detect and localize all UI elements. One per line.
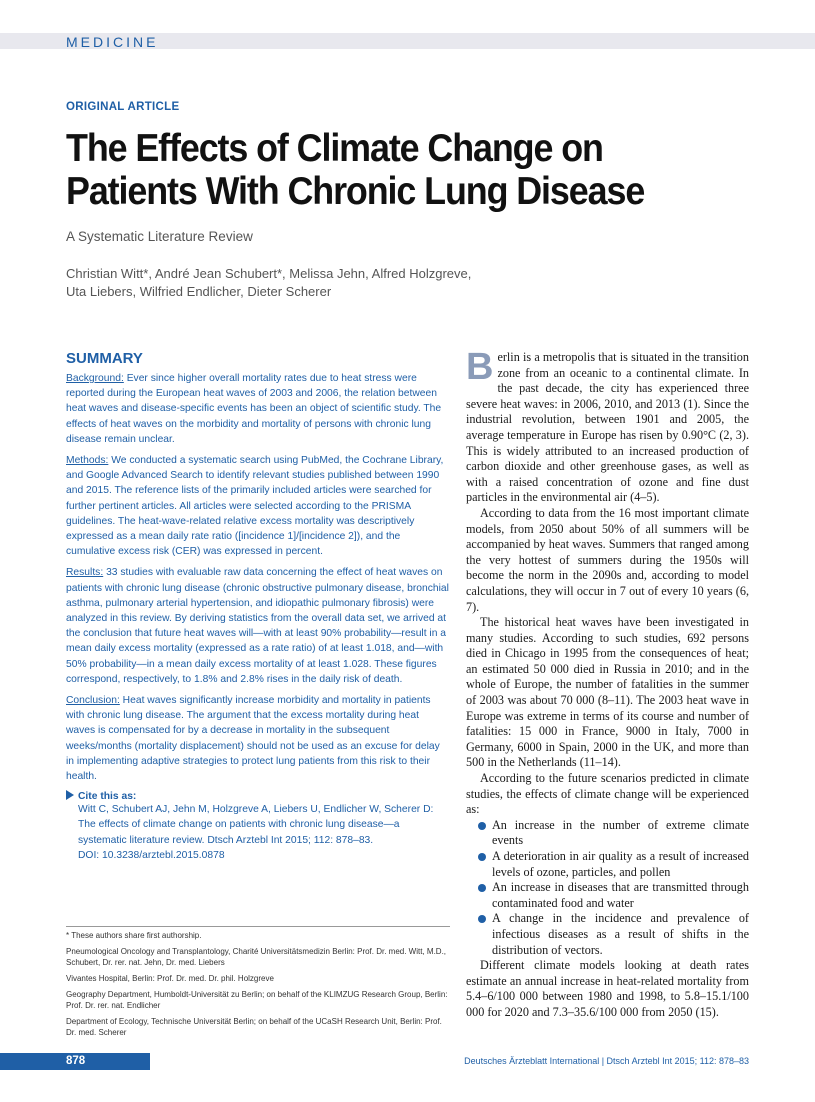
body-paragraph-1-text: erlin is a metropolis that is situated in the transition zone from an oceanic to a continental climate. In the past decade, the city has experienced three severe heat waves: in 2006, 2010, and 2013 (1). Since the industrial revolution, between 1901 and 2005, the average temperature in Europe has risen by 0.90°C (2, 3). This is widely attributed to an increased production of carbon dioxide and other greenhouse gases, as well as with a raised concentration of ozone and fine dust particles in the environmental air (4–5). [466,350,749,505]
footnote: * These authors share first authorship. [66,931,202,940]
authors-line-2: Uta Liebers, Wilfried Endlicher, Dieter Scherer [66,284,332,299]
article-subtitle: A Systematic Literature Review [66,229,253,244]
article-type: ORIGINAL ARTICLE [66,101,180,113]
summary-results [66,565,450,687]
citation-line-2: The effects of climate change on patients with chronic lung disease—a [78,819,400,831]
methods-text: We conducted a systematic search using PubMed, the Cochrane Library, and Google Advanced Search to identify relevant studies published between 1990 and 2015. The reference lists of the primarily included articles were searched for further pertinent articles. All articles were selected according to the PRISMA guidelines. The heat-wave-related relative excess mortality was descriptively expressed as a mean daily rate ratio ([incidence 1]/[incidence 2]), and the cumulative excess risk (CER) was expressed in percent. [66,455,444,558]
section-label: MEDICINE [66,34,159,50]
bullet-dot-icon [478,884,486,892]
footnote: Vivantes Hospital, Berlin: Prof. Dr. med. Dr. phil. Holzgreve [66,974,274,983]
list-item: A deterioration in air quality as a result of increased levels of ozone, particles, and pollen [466,849,749,880]
body-paragraph: The historical heat waves have been investigated in many studies. According to such studies, 692 persons died in Chicago in 1995 from the consequences of heat; an estimated 50 000 died in Russia in 2010; and in the whole of Europe, the number of fatalities in the summer of 2003 was about 70 000 (8–11). The 2003 heat wave in Europe was extreme in terms of its course and number of fatalities: 15 000 in France, 9000 in Italy, 7000 in Germany, 6000 in Spain, 2000 in the UK, and more than 500 in the Netherlands (11–14). [466,615,749,770]
drop-cap: B [466,346,494,388]
body-paragraph: According to the future scenarios predicted in climate studies, the effects of climate change will be experienced as: [466,771,749,817]
summary-background [66,371,450,447]
body-paragraph [466,346,749,506]
citation-line-3: systematic literature review. Dtsch Arztebl Int 2015; 112: 878–83. [78,834,374,846]
cite-heading-text: Cite this as: [78,791,137,803]
body-paragraph: Different climate models looking at death rates estimate an annual increase in heat-related mortality from 5.4–6/100 000 between 1980 and 1998, to 5.8–15.1/100 000 for 2020 and 7.3–35.6/100 000 from 2050 (15). [466,958,749,1019]
article-title: The Effects of Climate Change on Patients With Chronic Lung Disease [66,127,645,213]
footnote: Pneumological Oncology and Transplantology, Charité Universitätsmedizin Berlin: Prof. Dr. med. Witt, M.D., Schubert, Dr. rer. nat. Jehn, Dr. med. Liebers [66,947,447,967]
conclusion-label: Conclusion: [66,695,120,707]
footnote: Department of Ecology, Technische Universität Berlin; on behalf of the UCaSH Research Unit, Berlin: Prof. Dr. med. Scherer [66,1017,442,1037]
footnote: Geography Department, Humboldt-Universität zu Berlin; on behalf of the KLIMZUG Research Group, Berlin: Prof. Dr. rer. nat. Endlicher [66,990,448,1010]
list-item: A change in the incidence and prevalence of infectious diseases as a result of shifts in the distribution of vectors. [466,911,749,958]
bullet-dot-icon [478,822,486,830]
summary-column [66,350,450,863]
citation [66,802,450,863]
authors-line-1: Christian Witt*, André Jean Schubert*, Melissa Jehn, Alfred Holzgreve, [66,266,472,281]
methods-label: Methods: [66,455,109,467]
footnotes [66,926,450,1043]
summary-heading: SUMMARY [66,350,143,367]
author-list [66,265,586,301]
bullet-dot-icon [478,915,486,923]
summary-methods [66,453,450,559]
citation-line-1: Witt C, Schubert AJ, Jehn M, Holzgreve A, Liebers U, Endlicher W, Scherer D: [78,804,434,816]
conclusion-text: Heat waves significantly increase morbidity and mortality in patients with chronic lung disease. The argument that the excess mortality during heat waves is compensated for by a decrease in mortality in the subsequent weeks/months (mortality displacement) should not be used as an excuse for delay in implementing adaptive strategies to protect lung patients from this risk to their health. [66,695,440,783]
cite-heading [66,790,450,802]
page-number: 878 [66,1055,86,1067]
list-item: An increase in diseases that are transmitted through contaminated food and water [466,880,749,911]
citation-doi[interactable]: DOI: 10.3238/arztebl.2015.0878 [78,849,225,861]
bullet-dot-icon [478,853,486,861]
triangle-right-icon [66,790,74,800]
results-text: 33 studies with evaluable raw data concerning the effect of heat waves on patients with chronic lung disease (chronic obstructive pulmonary disease, bronchial asthma, pulmonary arterial hypertension, and idiopathic pulmonary fibrosis) were analyzed in this review. By deriving statistics from the overall data set, we arrived at the conclusion that future heat waves will—with at least 90% probability—result in a mean daily excess mortality (expressed as a rate ratio) of at least 1.018, and—with 50% probability—in a mean daily excess mortality of at least 1.028. These figures correspond, respectively, to 1.8% and 2.8% rises in the daily risk of death. [66,567,449,685]
results-label: Results: [66,567,104,579]
list-item: An increase in the number of extreme climate events [466,818,749,849]
effects-list [466,818,749,958]
background-label: Background: [66,373,124,384]
summary-conclusion [66,693,450,784]
body-column [466,346,749,1021]
journal-citation: Deutsches Ärzteblatt International | Dtsch Arztebl Int 2015; 112: 878–83 [464,1056,749,1066]
background-text: Ever since higher overall mortality rates due to heat stress were reported during the European heat waves of 2003 and 2006, the relation between heat waves and disease-specific events has been an object of scientific study. The effects of heat waves on the morbidity and mortality of persons with chronic lung disease remain unclear. [66,373,442,445]
body-paragraph: According to data from the 16 most important climate models, from 2050 about 50% of all summers will be accompanied by heat waves. Summers that ranged among the very hottest of summers during the 1950s will become the norm in the 2090s and, according to model calculations, they will occur in 7 out of every 10 years (6, 7). [466,505,749,614]
